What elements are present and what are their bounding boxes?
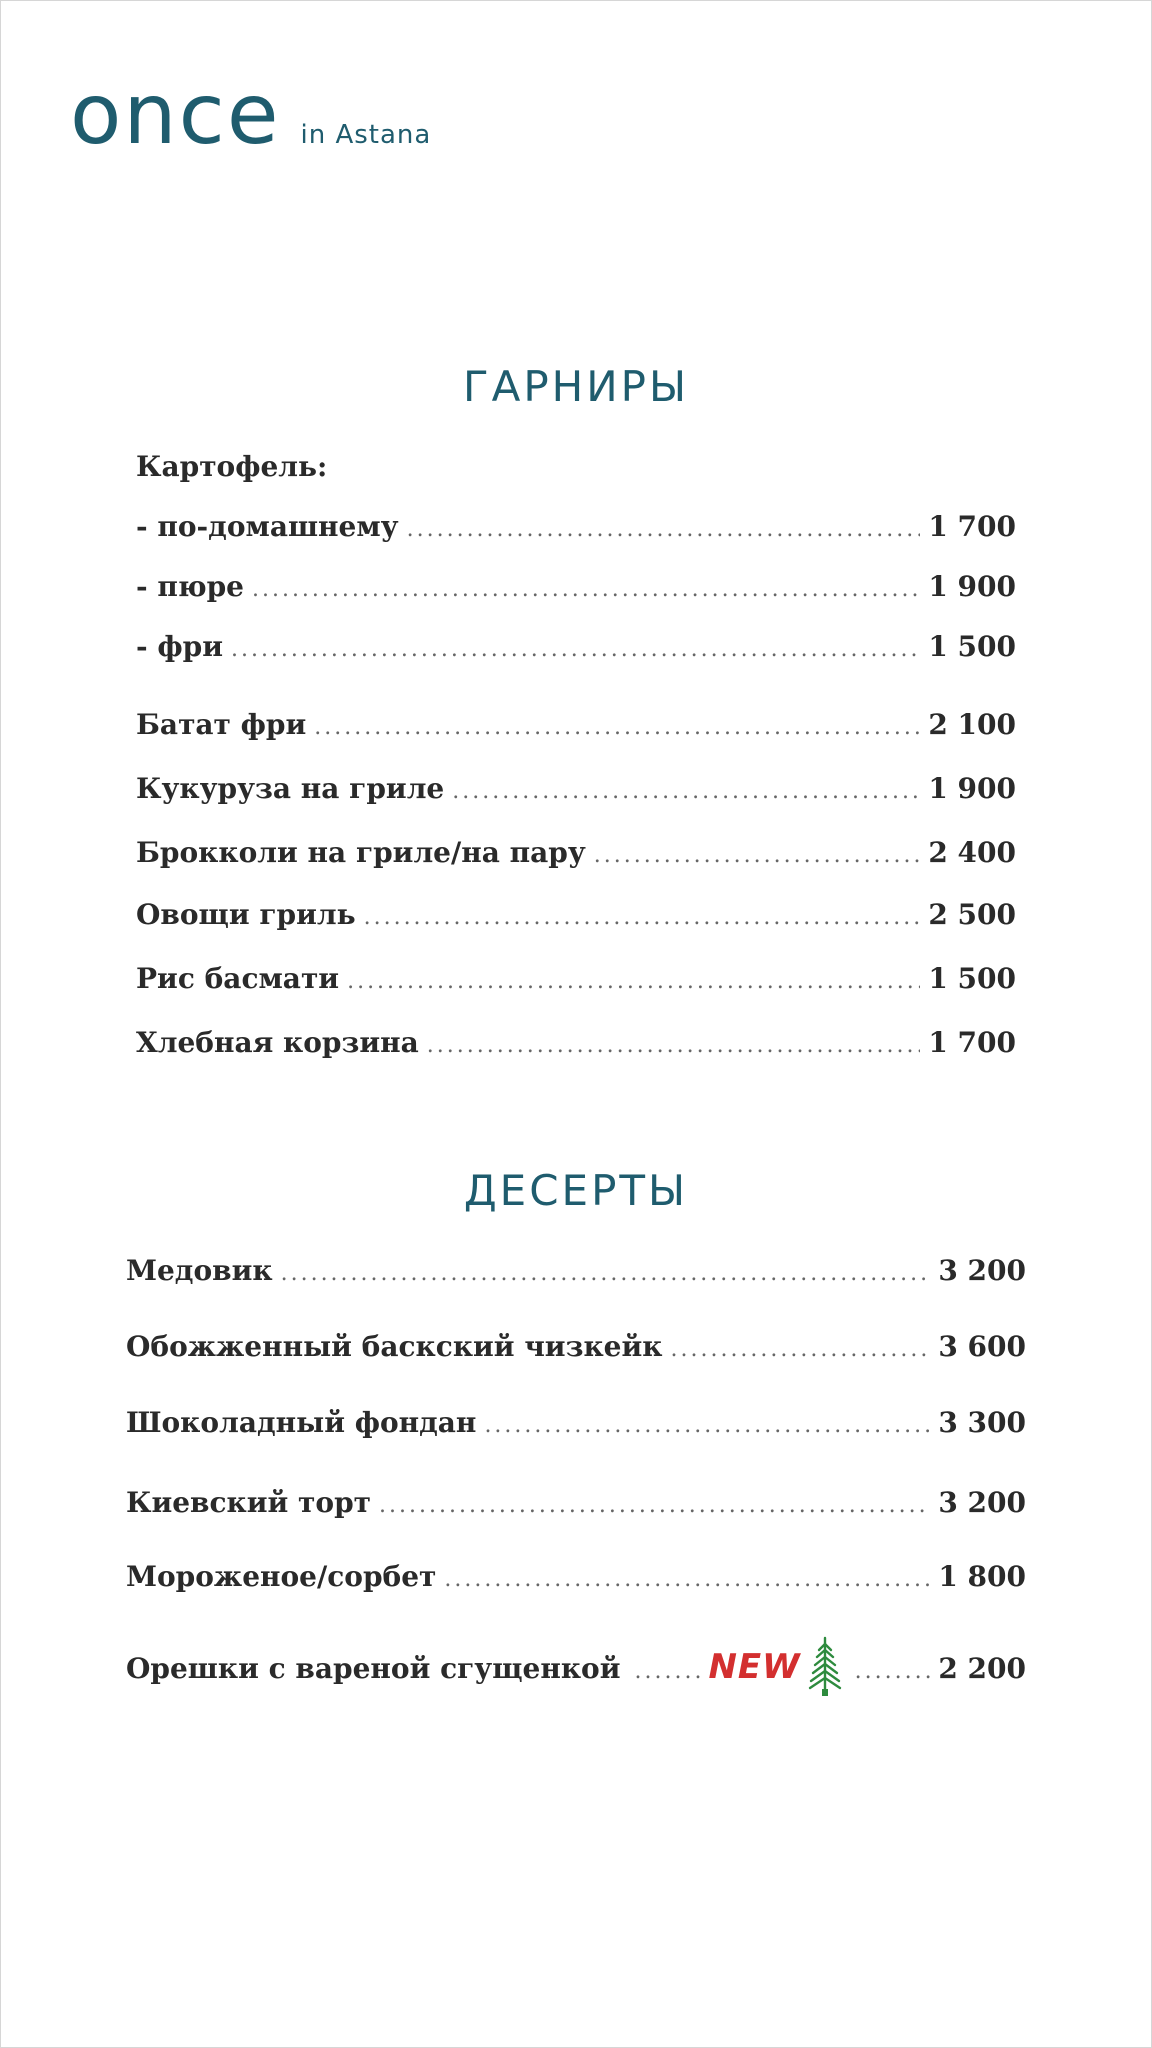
menu-item	[136, 898, 1016, 931]
dot-leader	[364, 905, 921, 930]
item-name: - пюре	[136, 570, 244, 603]
menu-item	[126, 1560, 1026, 1593]
item-price: 1 800	[938, 1560, 1026, 1593]
item-price: 3 200	[938, 1254, 1026, 1287]
item-price: 2 500	[928, 898, 1016, 931]
item-price: 3 200	[938, 1486, 1026, 1519]
new-badge-text: NEW	[708, 1647, 801, 1687]
item-price: 2 400	[928, 836, 1016, 869]
menu-item	[126, 1636, 1026, 1698]
desserts-title: ДЕСЕРТЫ	[463, 1166, 689, 1215]
dot-leader: .......	[634, 1659, 705, 1684]
dot-leader	[444, 1567, 930, 1592]
menu-item	[136, 570, 1016, 603]
item-name: Кукуруза на гриле	[136, 772, 445, 805]
item-name: Рис басмати	[136, 962, 340, 995]
dot-leader	[427, 1033, 921, 1058]
item-price: 3 300	[938, 1406, 1026, 1439]
garnish-title: ГАРНИРЫ	[462, 362, 690, 411]
item-name: Хлебная корзина	[136, 1026, 419, 1059]
item-name: Орешки с вареной сгущенкой	[126, 1652, 621, 1685]
item-price: 3 600	[938, 1330, 1026, 1363]
item-name: Медовик	[126, 1254, 273, 1287]
dot-leader	[347, 969, 920, 994]
menu-item	[136, 772, 1016, 805]
item-price: 1 900	[928, 570, 1016, 603]
item-price: 1 700	[928, 510, 1016, 543]
dot-leader	[855, 1659, 931, 1684]
item-price: 2 200	[938, 1652, 1026, 1685]
item-name: Брокколи на гриле/на пару	[136, 836, 586, 869]
menu-item	[136, 836, 1016, 869]
menu-item	[126, 1254, 1026, 1287]
item-price: 1 900	[928, 772, 1016, 805]
item-name: Шоколадный фондан	[126, 1406, 477, 1439]
item-name: Батат фри	[136, 708, 307, 741]
item-price: 1 500	[928, 630, 1016, 663]
menu-item	[126, 1406, 1026, 1439]
item-name: Киевский торт	[126, 1486, 372, 1519]
menu-item	[136, 708, 1016, 741]
dot-leader	[484, 1413, 930, 1438]
logo	[70, 65, 432, 163]
item-name: Овощи гриль	[136, 898, 356, 931]
item-price: 2 100	[928, 708, 1016, 741]
item-price: 1 700	[928, 1026, 1016, 1059]
item-name: Обожженный баскский чизкейк	[126, 1330, 663, 1363]
dot-leader	[231, 637, 920, 662]
potato-heading: Картофель:	[136, 450, 328, 483]
item-name: Мороженое/сорбет	[126, 1560, 437, 1593]
menu-item	[136, 1026, 1016, 1059]
menu-item	[136, 630, 1016, 663]
menu-item	[136, 510, 1016, 543]
christmas-tree-icon	[807, 1636, 843, 1698]
dot-leader	[281, 1261, 931, 1286]
dot-leader	[379, 1493, 930, 1518]
logo-main: once	[70, 65, 281, 163]
dot-leader	[670, 1337, 930, 1362]
dot-leader	[452, 779, 920, 804]
menu-item	[126, 1486, 1026, 1519]
dot-leader	[252, 577, 920, 602]
item-name: - фри	[136, 630, 223, 663]
dot-leader	[314, 715, 920, 740]
logo-sub: in Astana	[300, 120, 432, 150]
dot-leader	[407, 517, 921, 542]
menu-item	[136, 962, 1016, 995]
menu-item	[126, 1330, 1026, 1363]
item-price: 1 500	[928, 962, 1016, 995]
dot-leader	[594, 843, 921, 868]
item-name: - по-домашнему	[136, 510, 399, 543]
new-badge	[708, 1636, 842, 1698]
